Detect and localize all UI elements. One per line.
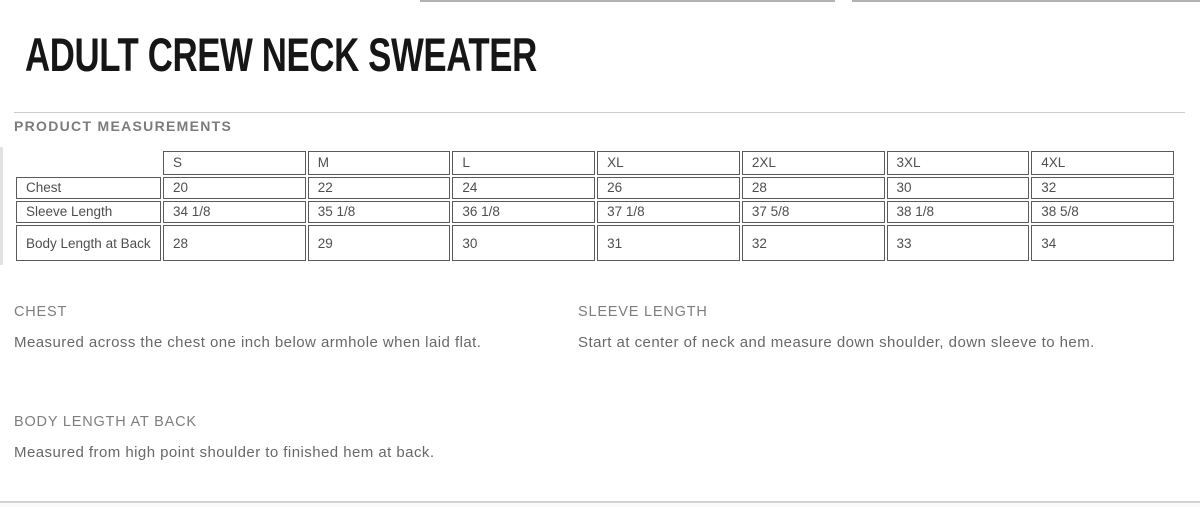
top-edge-line-right	[852, 0, 1200, 2]
size-col-header: M	[308, 151, 451, 175]
row-label: Body Length at Back	[16, 225, 161, 261]
top-edge-line-left	[420, 0, 835, 2]
measurement-value: 22	[308, 177, 451, 199]
size-chart-table	[14, 149, 1176, 263]
measurement-value: 32	[742, 225, 885, 261]
size-col-header: 2XL	[742, 151, 885, 175]
measurement-value: 24	[452, 177, 595, 199]
definition-sleeve-length-text: Start at center of neck and measure down shoulder, down sleeve to hem.	[578, 334, 1095, 351]
top-divider	[14, 112, 1185, 113]
measurement-value: 32	[1031, 177, 1174, 199]
measurement-value: 26	[597, 177, 740, 199]
size-col-header: XL	[597, 151, 740, 175]
measurement-value: 28	[742, 177, 885, 199]
measurement-value: 29	[308, 225, 451, 261]
measurement-value: 31	[597, 225, 740, 261]
measurement-value: 35 1/8	[308, 201, 451, 223]
measurement-value: 20	[163, 177, 306, 199]
size-col-header: L	[452, 151, 595, 175]
measurement-value: 37 1/8	[597, 201, 740, 223]
below-divider-area	[0, 503, 1200, 507]
definition-sleeve-length-heading: SLEEVE LENGTH	[578, 304, 708, 320]
measurements-section-heading: PRODUCT MEASUREMENTS	[14, 118, 233, 134]
page-title	[25, 27, 717, 82]
measurement-value: 37 5/8	[742, 201, 885, 223]
measurement-value: 34	[1031, 225, 1174, 261]
definition-body-length-at-back-heading: BODY LENGTH AT BACK	[14, 414, 197, 430]
definition-sleeve-length	[578, 304, 1153, 357]
definition-body-length-at-back	[14, 414, 589, 467]
measurement-value: 38 1/8	[887, 201, 1030, 223]
measurement-value: 30	[887, 177, 1030, 199]
definition-body-length-at-back-text: Measured from high point shoulder to finished hem at back.	[14, 444, 435, 461]
page-title-text: ADULT CREW NECK SWEATER	[25, 28, 537, 81]
measurement-value: 38 5/8	[1031, 201, 1174, 223]
measurement-value: 33	[887, 225, 1030, 261]
size-col-header: S	[163, 151, 306, 175]
table-row-chest	[16, 177, 1174, 199]
row-label: Sleeve Length	[16, 201, 161, 223]
definition-chest	[14, 304, 559, 357]
table-row-body-length-at-back	[16, 225, 1174, 261]
measurement-value: 36 1/8	[452, 201, 595, 223]
size-header-row	[16, 151, 1174, 175]
table-row-sleeve-length	[16, 201, 1174, 223]
measurement-value: 34 1/8	[163, 201, 306, 223]
definition-chest-heading: CHEST	[14, 304, 68, 320]
corner-blank-cell	[16, 151, 161, 175]
measurement-value: 30	[452, 225, 595, 261]
row-label: Chest	[16, 177, 161, 199]
left-edge-scroll-strip	[0, 147, 3, 265]
measurement-value: 28	[163, 225, 306, 261]
definition-chest-text: Measured across the chest one inch below armhole when laid flat.	[14, 334, 482, 351]
size-col-header: 3XL	[887, 151, 1030, 175]
size-col-header: 4XL	[1031, 151, 1174, 175]
